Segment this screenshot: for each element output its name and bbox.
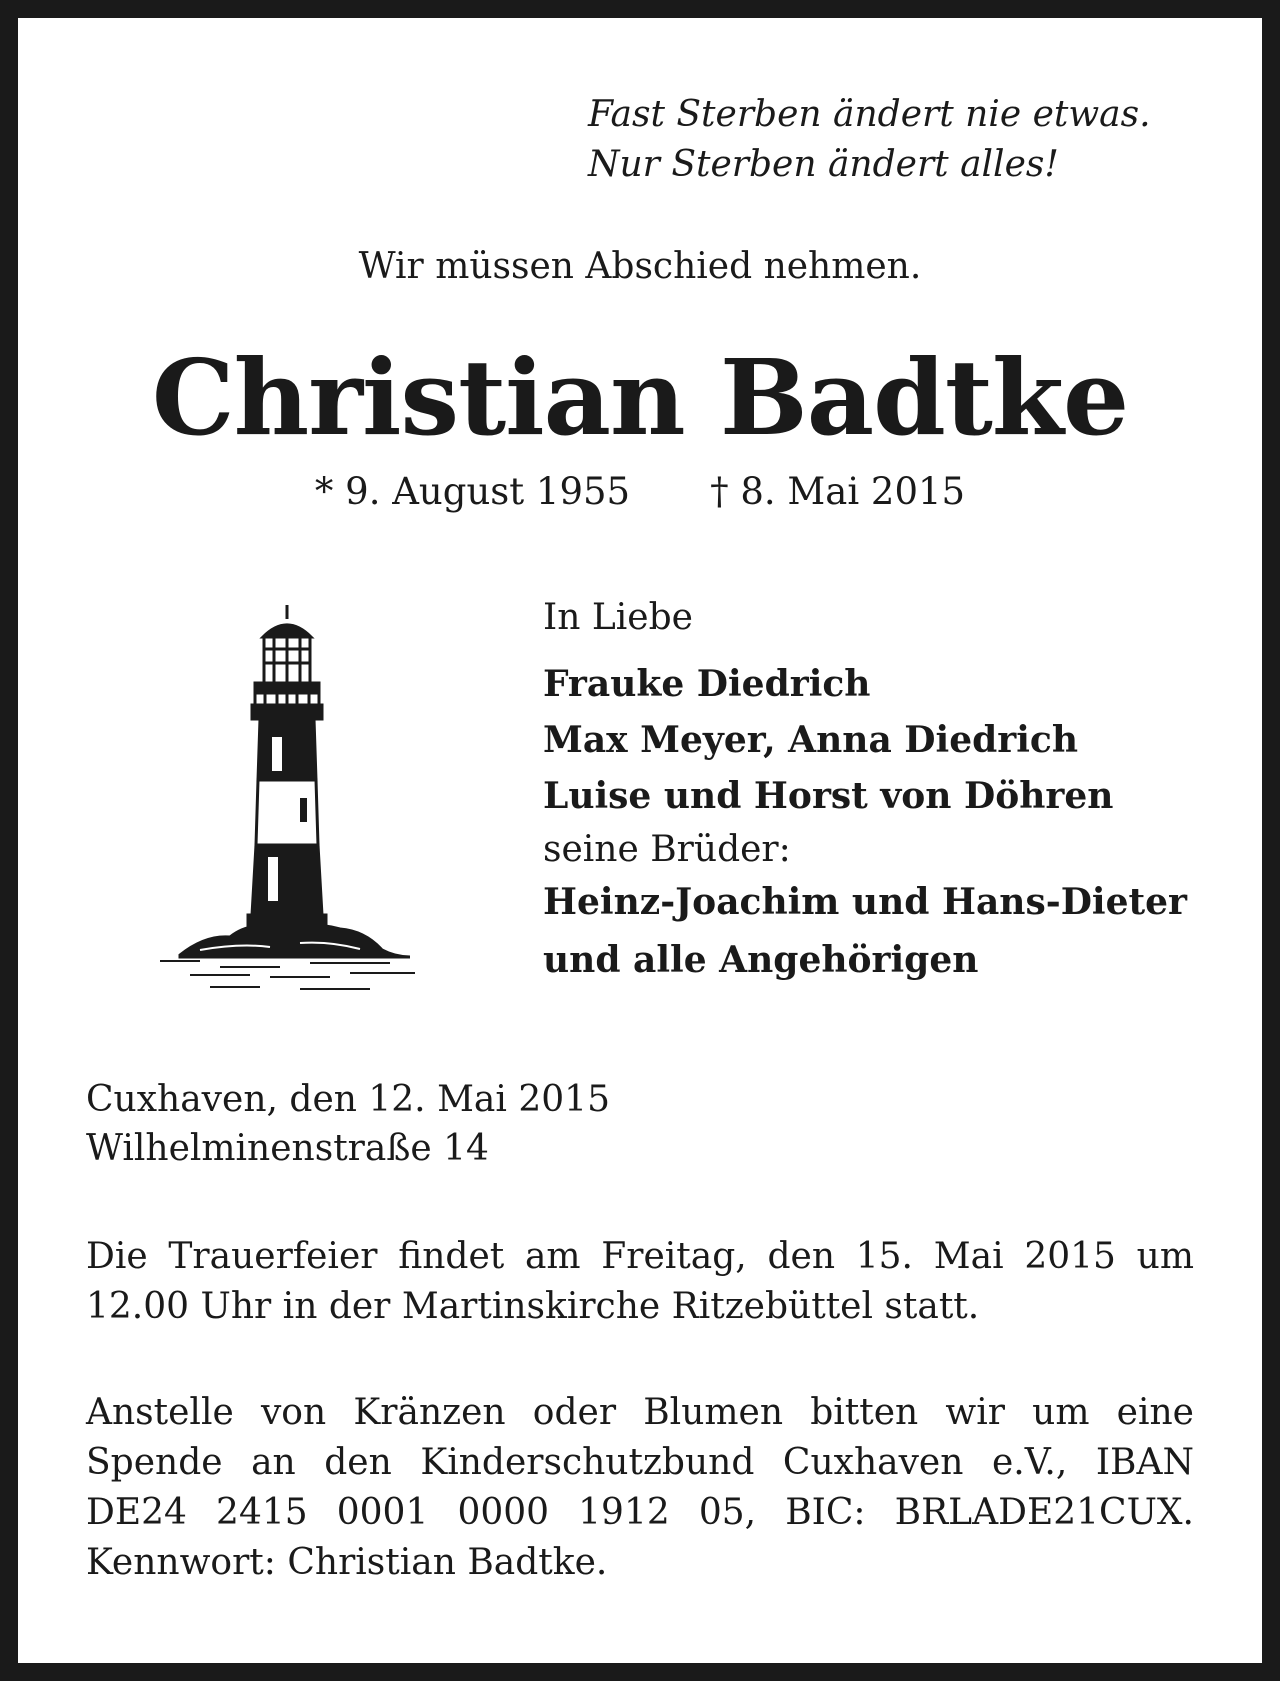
epigraph-quote	[588, 90, 1151, 190]
deceased-name: Christian Badtke	[151, 336, 1129, 459]
address: Wilhelminenstraße 14	[86, 1128, 489, 1169]
mourner-name: Luise und Horst von Döhren	[543, 775, 1114, 817]
mourner-name: Frauke Diedrich	[543, 663, 871, 705]
donation-paragraph: Anstelle von Kränzen oder Blumen bitten wir um eine Spende an den Kinderschutzbund Cuxhaven e.V., IBAN DE24 2415 0001 0000 1912 05, BIC: BRLADE21CUX. Kennwort: Christian Badtke.	[86, 1392, 1194, 1583]
brothers-label: seine Brüder:	[543, 829, 791, 870]
quote-line-2: Nur Sterben ändert alles!	[588, 144, 1059, 185]
place-date: Cuxhaven, den 12. Mai 2015	[86, 1079, 610, 1120]
relatives-line: und alle Angehörigen	[543, 939, 979, 981]
life-dates	[0, 470, 1280, 513]
mourner-name: Max Meyer, Anna Diedrich	[543, 719, 1079, 761]
lighthouse-icon	[160, 605, 420, 995]
mourners-intro: In Liebe	[543, 597, 693, 638]
birth-date: * 9. August 1955	[314, 470, 631, 513]
farewell-heading: Wir müssen Abschied nehmen.	[358, 246, 922, 287]
death-date: † 8. Mai 2015	[710, 470, 966, 513]
location-block	[86, 1075, 610, 1173]
ceremony-paragraph: Die Trauerfeier findet am Freitag, den 15. Mai 2015 um 12.00 Uhr in der Martinskirche Ritzebüttel statt.	[86, 1236, 1194, 1327]
brothers-names: Heinz-Joachim und Hans-Dieter	[543, 881, 1187, 923]
quote-line-1: Fast Sterben ändert nie etwas.	[588, 94, 1151, 135]
mourners-block	[543, 590, 1187, 988]
